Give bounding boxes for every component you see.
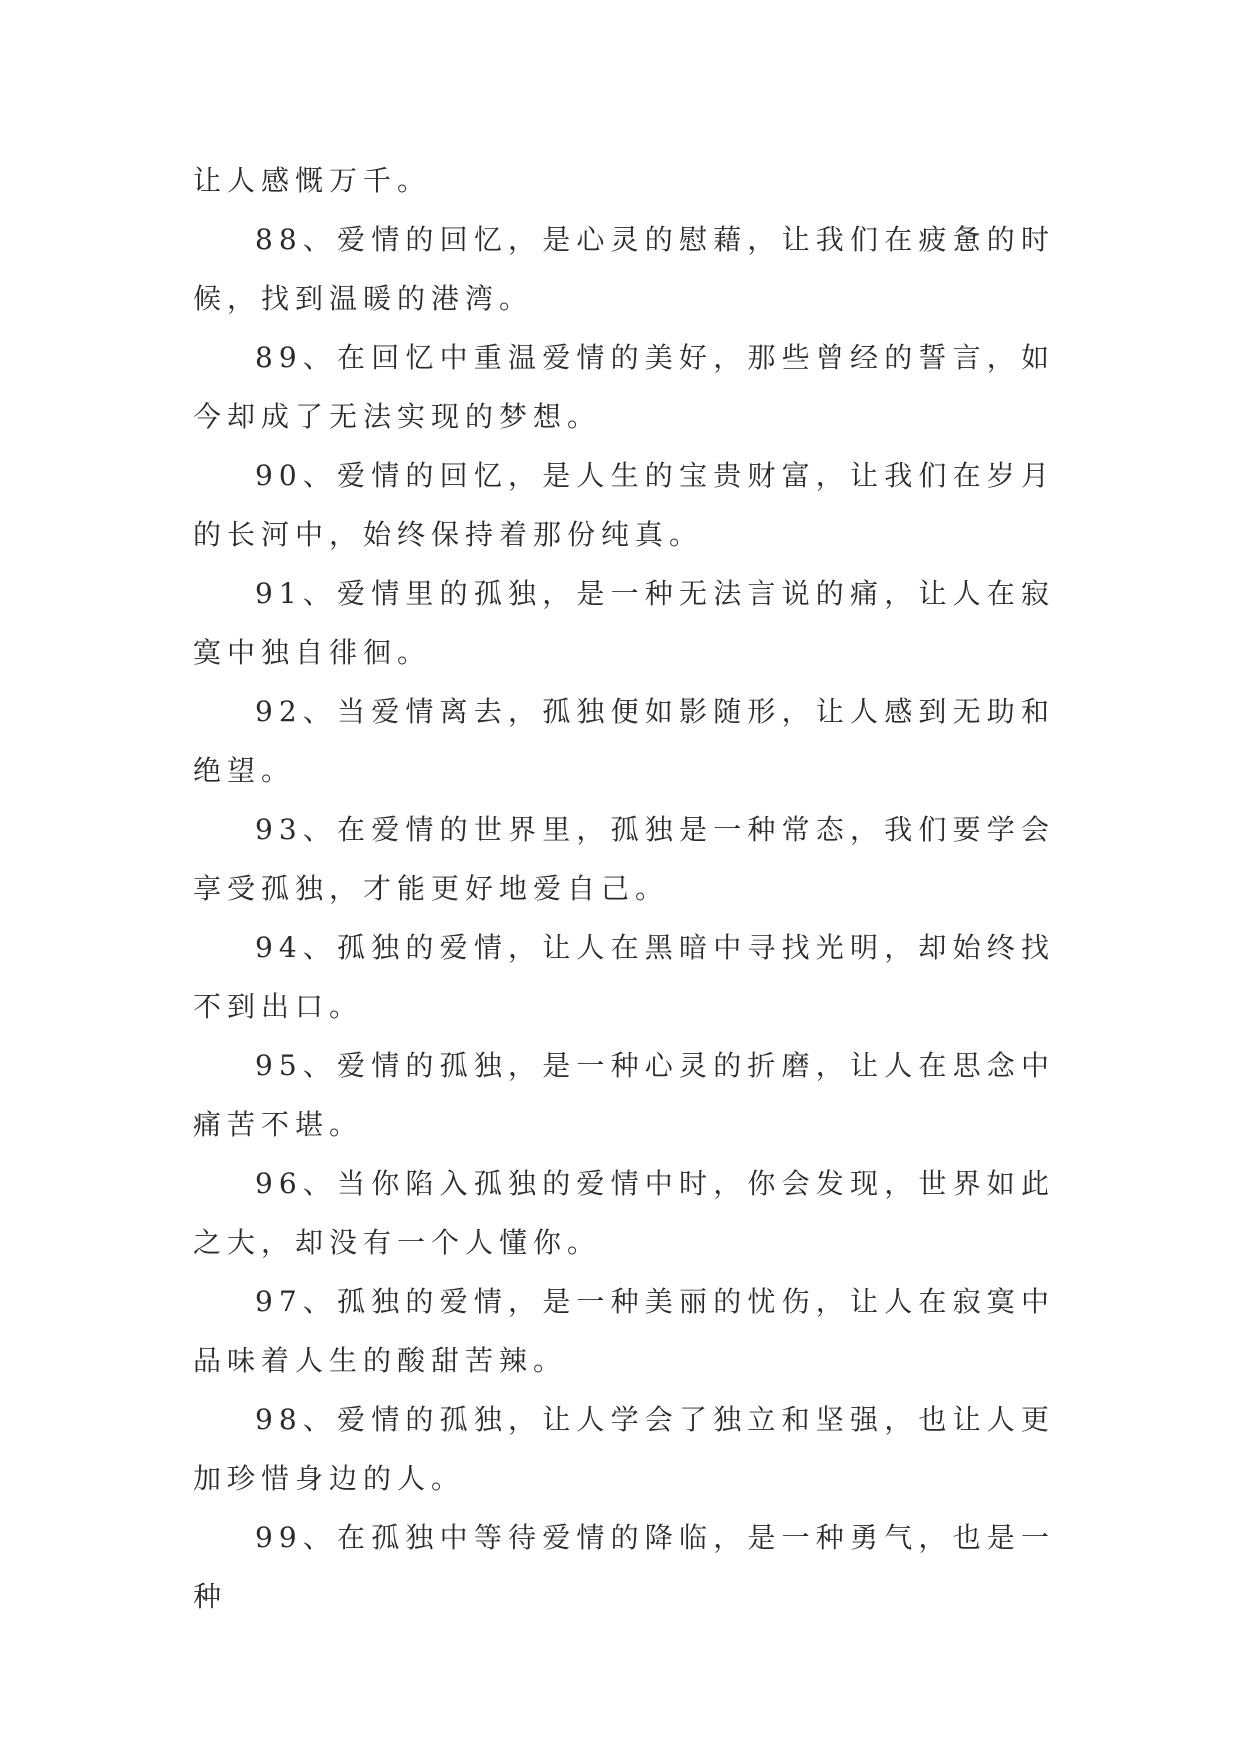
paragraph-93: 93、在爱情的世界里，孤独是一种常态，我们要学会享受孤独，才能更好地爱自己。 (193, 813, 1055, 905)
paragraph-95: 95、爱情的孤独，是一种心灵的折磨，让人在思念中痛苦不堪。 (193, 1049, 1055, 1141)
paragraph-88: 88、爱情的回忆，是心灵的慰藉，让我们在疲惫的时候，找到温暖的港湾。 (193, 223, 1055, 315)
paragraph-92: 92、当爱情离去，孤独便如影随形，让人感到无助和绝望。 (193, 695, 1055, 787)
paragraph-96: 96、当你陷入孤独的爱情中时，你会发现，世界如此之大，却没有一个人懂你。 (193, 1167, 1055, 1259)
paragraph-99: 99、在孤独中等待爱情的降临，是一种勇气，也是一种 (193, 1521, 1055, 1613)
paragraph-98: 98、爱情的孤独，让人学会了独立和坚强，也让人更加珍惜身边的人。 (193, 1403, 1055, 1495)
paragraph-94: 94、孤独的爱情，让人在黑暗中寻找光明，却始终找不到出口。 (193, 931, 1055, 1023)
paragraph-89: 89、在回忆中重温爱情的美好，那些曾经的誓言，如今却成了无法实现的梦想。 (193, 341, 1055, 433)
document-body (193, 151, 1055, 1626)
paragraph-91: 91、爱情里的孤独，是一种无法言说的痛，让人在寂寞中独自徘徊。 (193, 577, 1055, 669)
paragraph-97: 97、孤独的爱情，是一种美丽的忧伤，让人在寂寞中品味着人生的酸甜苦辣。 (193, 1285, 1055, 1377)
paragraph-continuation: 让人感慨万千。 (193, 164, 432, 197)
paragraph-90: 90、爱情的回忆，是人生的宝贵财富，让我们在岁月的长河中，始终保持着那份纯真。 (193, 459, 1055, 551)
